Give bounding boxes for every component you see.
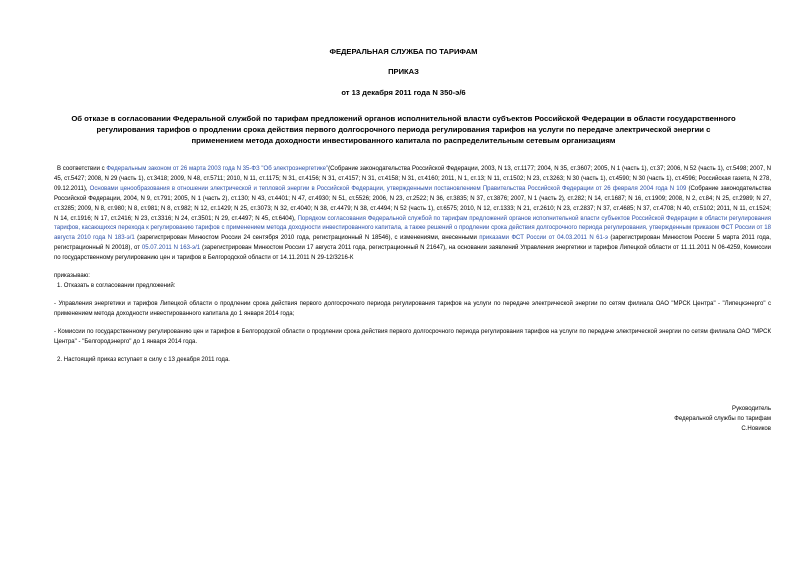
item-2: 2. Настоящий приказ вступает в силу с 13 декабря 2011 года. xyxy=(57,356,230,363)
preamble-paragraph xyxy=(54,165,771,264)
item-1: 1. Отказать в согласовании предложений: xyxy=(57,282,176,289)
order-word: приказываю: xyxy=(54,273,90,280)
order-61-link[interactable]: приказами ФСТ России от 04.03.2011 N 61-э xyxy=(479,235,608,242)
preamble-text-1: В соответствии с xyxy=(57,166,107,172)
preamble-text-2: (Собрание законодательства Российской Федерации, 2003, N 13, ст.1177; 2004, N 35, ст.3607; 2005, N 1 (часть 1), ст.37; 2006, N 52 (часть 1), ст.5498; 2007, N 45, ст.5427; 2008, N 29 (часть 1), ст.3418; 2009, N 48, ст.5711; 2010, N 11, ст.1175; N 31, ст.4156; N 31, ст.4157; N 31, ст.4158; N 31, ст.4160; 2011, N 1, ст.13; N 11, ст.1502; N 23, ст.3263; N 30 (часть 1), ст.4590; N 30 (часть 1), ст.4596; Российская газета, N 278, 09.12.2011), xyxy=(54,166,771,192)
signature-block xyxy=(674,404,771,434)
preamble-text-3: (Собрание законодательства Российской Федерации, 2004, N 9, ст.791; 2005, N 1 (часть 2), ст.130; N 43, ст.4401; N 47, ст.4930; N 51, ст.5526; 2006, N 23, ст.2522; N 36, ст.3835; N 37, ст.3876; 2007, N 1 (часть 2), ст.282; N 14, ст.1687; N 16, ст.1909; 2008, N 2, ст.84; N 25, ст.2989; N 27, ст.3285; 2009, N 8, ст.980; N 8, ст.981; N 8, ст.982; N 12, ст.1429; N 25, ст.3073; N 32, ст.4040; N 38, ст.4479; N 38, ст.4494; N 52 (часть 1), ст.6575; 2010, N 12, ст.1333; N 21, ст.2610; N 23, ст.2837; N 37, ст.4685; N 37, ст.4708; N 40, ст.5102; 2011, N 11, ст.1524; N 14, ст.1916; N 17, ст.2416; N 23, ст.3316; N 24, ст.3501; N 29, ст.4497; N 45, ст.6404), xyxy=(54,185,771,222)
agency-heading: ФЕДЕРАЛЬНАЯ СЛУЖБА ПО ТАРИФАМ xyxy=(329,47,478,56)
bullet-1: - Управления энергетики и тарифов Липецкой области о продлении срока действия первого долгосрочного периода регулирования тарифов на услуги по передаче электрической энергии по сетям филиала ОАО "МРСК Центра" - "Липецкэнерго" с применением метода доходности инвестированного капитала до 1 января 2014 года; xyxy=(54,300,771,317)
preamble-text-6: (зарегистрирован Минюстом России 17 августа 2011 года, регистрационный N 21647), на основании заявлений Управления энергетики и тарифов Липецкой области от 11.11.2011 N 06-4259, Комиссии по государственному регулированию цен и тарифов в Белгородской области от 14.11.2011 N 29-12/3216-К xyxy=(54,245,772,262)
doc-type-heading: ПРИКАЗ xyxy=(388,67,419,76)
procedure-link[interactable]: Порядком согласования Федеральной службой по тарифам предложений органов исполнительной власти субъектов Российской Федерации в области регулирования тарифов, касающихся перехода к регулированию тарифов с применением метода доходности инвестированного капитала, а также решений о продлении срока действия долгосрочного периода регулирования, утвержденным приказом ФСТ России от 18 августа 2010 года N 183-э/1 xyxy=(54,215,771,242)
preamble-text-5: (зарегистрирован Минюстом России 5 марта 2011 года, регистрационный N 20018), от xyxy=(54,235,771,252)
signature-line-1: Руководитель xyxy=(732,406,771,412)
signature-line-2: Федеральной службы по тарифам xyxy=(674,416,771,422)
preamble-text-4: (зарегистрирован Минюстом России 24 сентября 2010 года, регистрационный N 18546), с изменениями, внесенными xyxy=(134,235,480,242)
order-163-link[interactable]: 05.07.2011 N 163-э/1 xyxy=(141,245,201,252)
signature-line-3: С.Новиков xyxy=(741,426,771,432)
pricing-basics-link[interactable]: Основами ценообразования в отношении электрической и тепловой энергии в Российской Федерации, утвержденными постановлением Правительства Российской Федерации от 26 февраля 2004 года N 109 xyxy=(89,185,687,192)
bullet-2: - Комиссии по государственному регулированию цен и тарифов в Белгородской области о продлении срока действия первого долгосрочного периода регулирования тарифов на услуги по передаче электрической энергии по сетям филиала ОАО "МРСК Центра" - "Белгородэнерго" до 1 января 2014 года. xyxy=(54,328,771,345)
law-link[interactable]: Федеральным законом от 26 марта 2003 года N 35-ФЗ "Об электроэнергетике" xyxy=(106,166,329,172)
document-body xyxy=(54,165,771,365)
document-title: Об отказе в согласовании Федеральной службой по тарифам предложений органов исполнительной власти субъектов Российской Федерации в области государственного регулирования тарифов о продлении срока действия первого долгосрочного периода регулирования тарифов на услуги по передаче электрической энергии с применением метода доходности инвестированного капитала по распределительным сетевым организациям xyxy=(71,114,736,145)
date-number-heading: от 13 декабря 2011 года N 350-э/6 xyxy=(341,88,466,97)
